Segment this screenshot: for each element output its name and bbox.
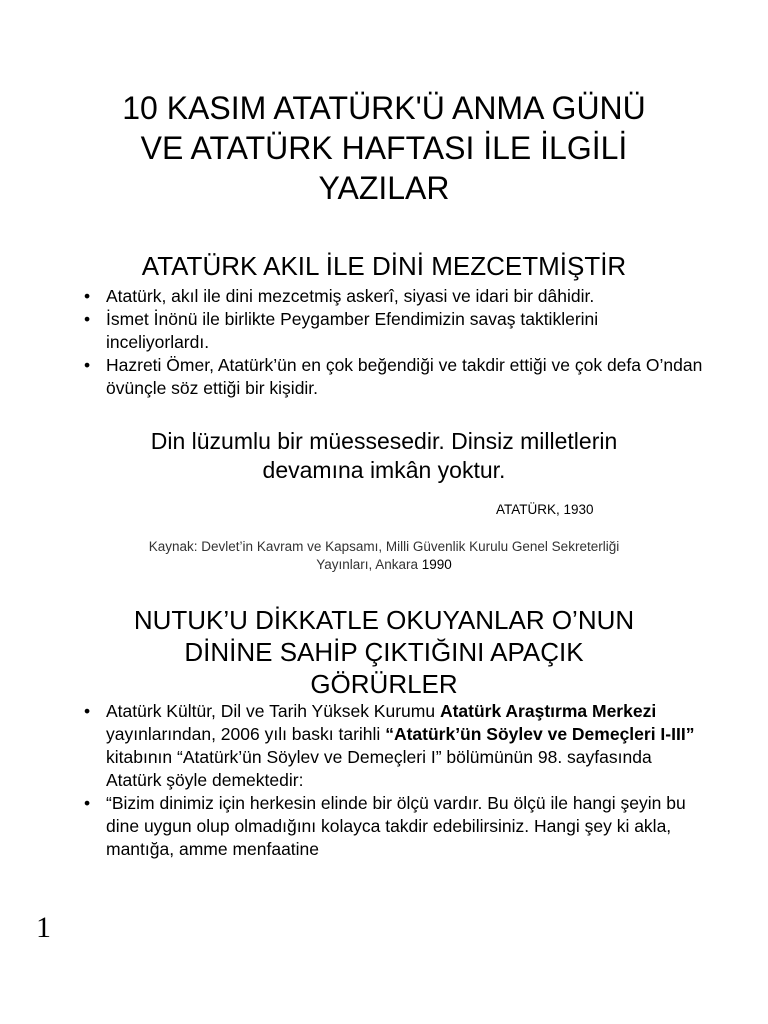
heading-line: NUTUK’U DİKKATLE OKUYANLAR O’NUN <box>133 605 635 635</box>
emphasis-run: “Atatürk’ün Söylev ve Demeçleri I-III” <box>385 724 695 744</box>
list-item: • İsmet İnönü ile birlikte Peygamber Efendimizin savaş taktiklerini inceliyorlardı. <box>84 308 704 354</box>
title-line: 10 KASIM ATATÜRK'Ü ANMA GÜNÜ <box>122 90 646 126</box>
bullet-list <box>84 700 704 861</box>
title-line: YAZILAR <box>318 170 450 206</box>
text-run: yayınlarından, 2006 yılı baskı tarihli <box>106 724 386 744</box>
list-item: • Atatürk, akıl ile dini mezcetmiş askerî, siyasi ve idari bir dâhidir. <box>84 285 704 308</box>
text-run: Atatürk Kültür, Dil ve Tarih Yüksek Kurumu <box>106 701 440 721</box>
title-line: VE ATATÜRK HAFTASI İLE İLGİLİ <box>140 130 628 166</box>
source-citation <box>90 538 678 574</box>
emphasis-run: Atatürk Araştırma Merkezi <box>439 701 657 721</box>
source-line: Kaynak: Devlet’in Kavram ve Kapsamı, Milli Güvenlik Kurulu Genel Sekreterliği <box>148 539 620 554</box>
list-item: • Hazreti Ömer, Atatürk’ün en çok beğendiği ve takdir ettiği ve çok defa O’ndan övünçle söz ettiği bir kişidir. <box>84 354 704 400</box>
list-item <box>84 792 704 861</box>
heading-line: GÖRÜRLER <box>310 669 458 699</box>
section-heading: ATATÜRK AKIL İLE DİNİ MEZCETMİŞTİR <box>141 251 627 281</box>
source-year: 1990 <box>421 557 452 572</box>
quote-line: Din lüzumlu bir müessesedir. Dinsiz milletlerin <box>150 428 618 454</box>
quote-author: ATATÜRK, 1930 <box>496 502 594 517</box>
text-run: “Bizim dinimiz için herkesin elinde bir ölçü vardır. Bu ölçü ile hangi şeyin bu dine uygun olup olmadığını kolayca takdir edebilirsiniz. Hangi şey ki akla, mantığa, amme menfaatine <box>106 793 686 859</box>
page-title <box>60 88 708 208</box>
page-number: 1 <box>36 911 51 944</box>
source-line: Yayınları, Ankara <box>316 557 422 572</box>
list-item <box>84 700 704 792</box>
bullet-list <box>84 285 704 400</box>
quote-line: devamına imkân yoktur. <box>262 457 506 483</box>
heading-line: DİNİNE SAHİP ÇIKTIĞINI APAÇIK <box>184 637 584 667</box>
section-heading <box>60 604 708 700</box>
quote-text <box>90 427 678 485</box>
text-run: kitabının “Atatürk’ün Söylev ve Demeçleri I” bölümünün 98. sayfasında Atatürk şöyle demektedir: <box>106 747 652 790</box>
